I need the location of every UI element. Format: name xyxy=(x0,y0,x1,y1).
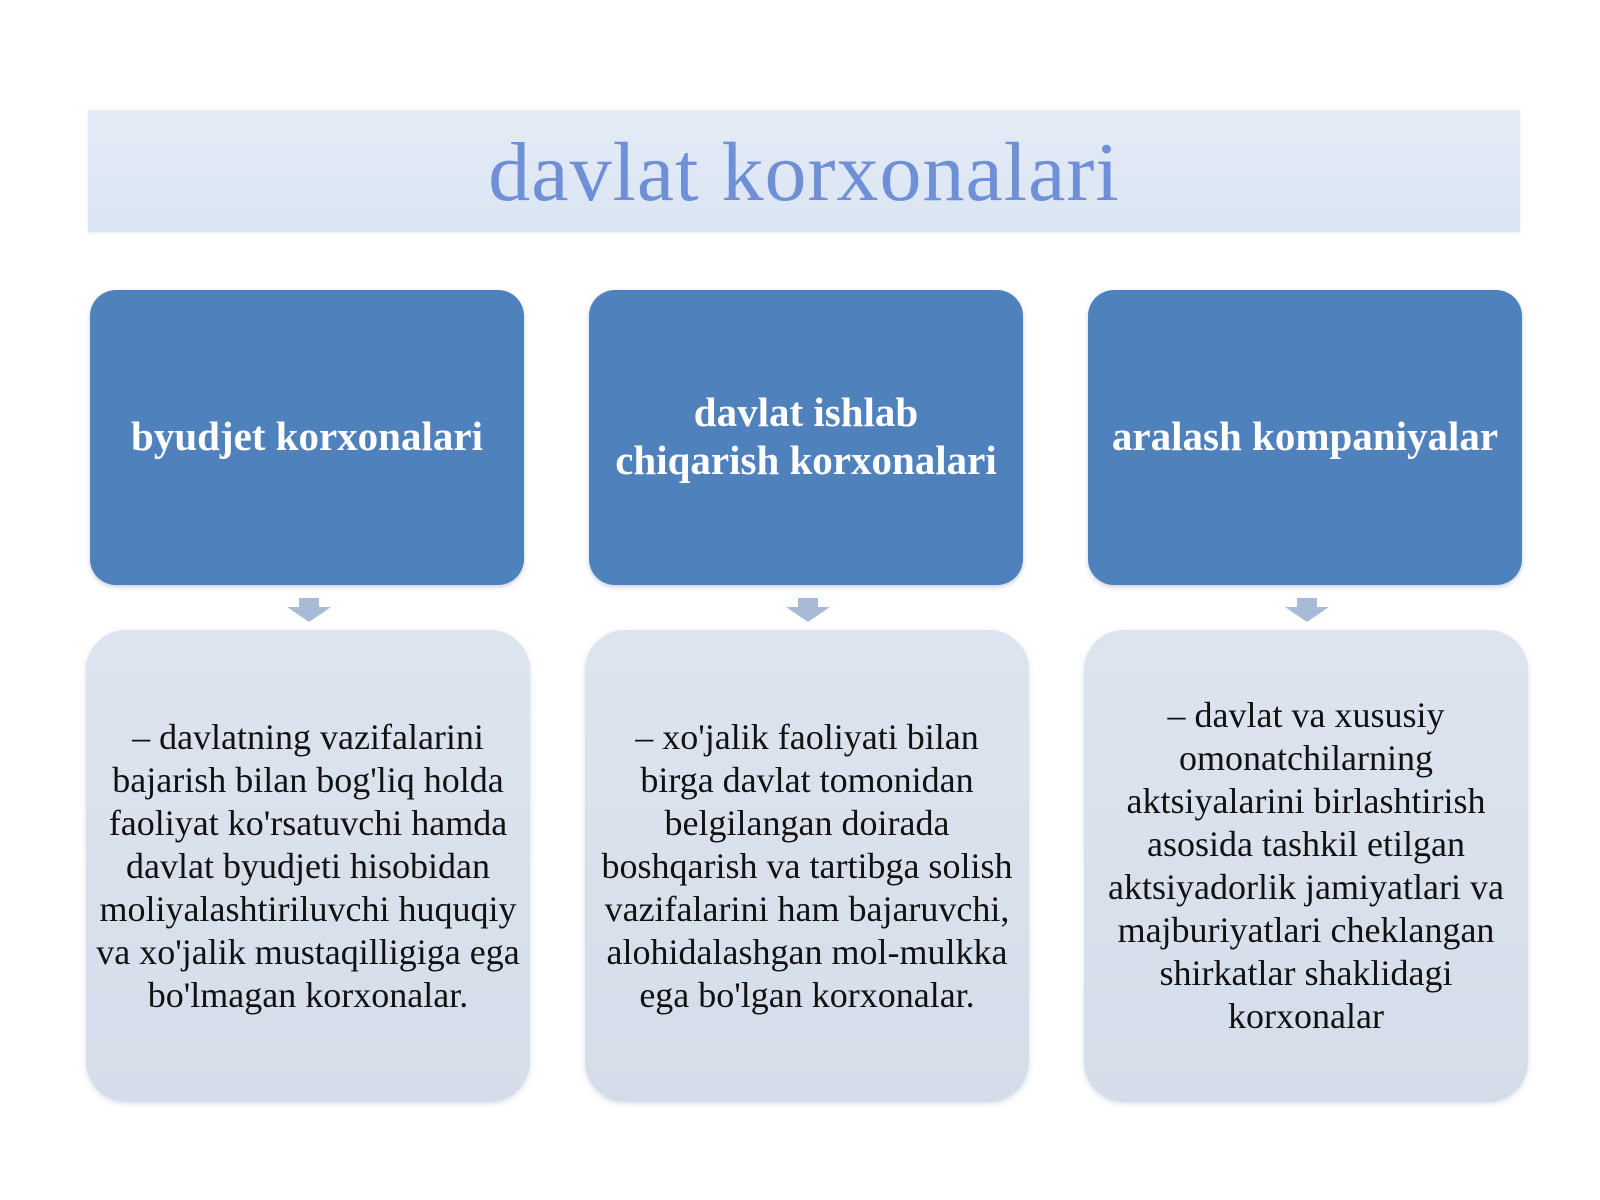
down-arrow-icon xyxy=(1283,598,1331,622)
heading-box xyxy=(1088,290,1522,585)
column-davlat-ishlab xyxy=(585,0,1031,1200)
diagram-title: davlat korxonalari xyxy=(488,126,1120,219)
description-box xyxy=(1084,630,1528,1102)
heading-box xyxy=(589,290,1023,585)
description-text: – davlat va xususiy omonatchilarning aktsiyalarini birlashtirish asosida tashkil etilgan aktsiyadorlik jamiyatlari va majburiyatlari cheklangan shirkatlar shaklidagi korxonalar xyxy=(1108,695,1504,1036)
down-arrow-icon xyxy=(784,598,832,622)
column-byudjet xyxy=(86,0,532,1200)
column-aralash xyxy=(1084,0,1530,1200)
heading-box xyxy=(90,290,524,585)
description-text: – davlatning vazifalarini bajarish bilan bog'liq holda faoliyat ko'rsatuvchi hamda davlat byudjeti hisobidan moliyalashtiriluvchi huquqiy va xo'jalik mustaqilligiga ega bo'lmagan korxonalar. xyxy=(96,716,520,1015)
down-arrow-icon xyxy=(285,598,333,622)
description-text: – xo'jalik faoliyati bilan birga davlat tomonidan belgilangan doirada boshqarish va tartibga solish vazifalarini ham bajaruvchi, alohidalashgan mol-mulkka ega bo'lgan korxonalar. xyxy=(601,716,1013,1015)
description-box xyxy=(585,630,1029,1102)
heading-text: davlat ishlab chiqarish korxonalari xyxy=(615,388,997,483)
heading-text: byudjet korxonalari xyxy=(131,412,483,459)
heading-text: aralash kompaniyalar xyxy=(1111,412,1499,459)
description-box xyxy=(86,630,530,1102)
